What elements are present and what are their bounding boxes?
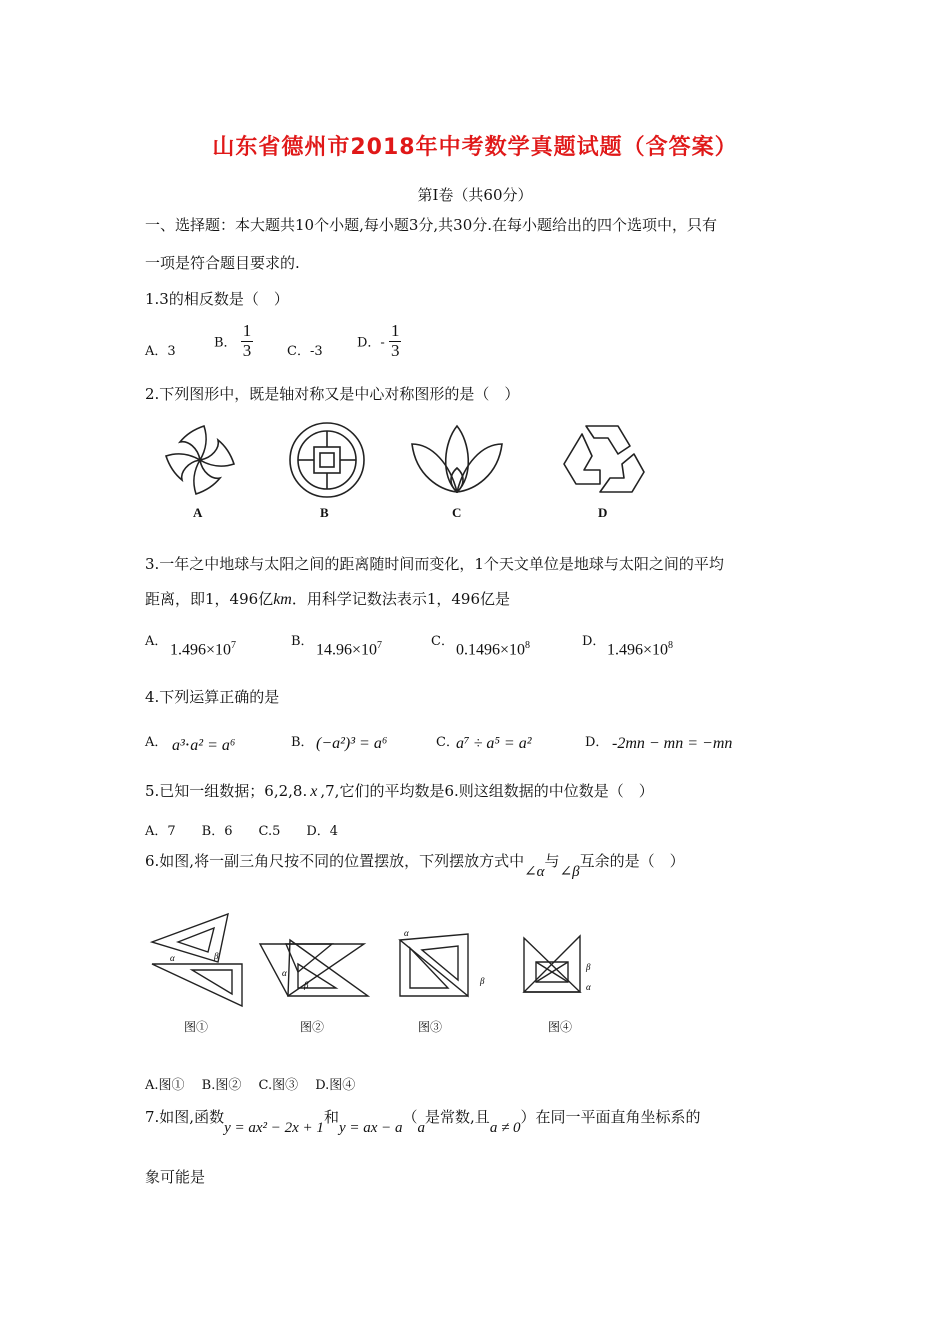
q3-c-exponent: 8 [525,640,531,651]
q4-option-a-expr: a³⋅a² = a⁶ [172,737,236,754]
q2-label-a: A [193,505,203,520]
q1-option-d-fraction [389,322,402,360]
q7-function-1: y = ax² − 2x + 1 [224,1120,324,1136]
q3-option-a-label: A． [145,634,168,649]
q6-figure-3 [392,922,496,1002]
q6-options: A.图① B.图② C.图③ D.图④ [145,1078,356,1093]
q6-fig2-alpha: α [282,968,287,978]
q3-d-exponent: 8 [668,640,674,651]
q6-stem-a: 6.如图,将一副三角尺按不同的位置摆放，下列摆放方式中 [145,852,525,870]
q4-option-c-label: C． [436,735,459,750]
q5-options: A．7 B．6 C.5 D．4 [145,824,339,839]
q6-angle-alpha: ∠α [524,864,545,880]
q3-option-d-value [607,640,673,659]
q5-stem-a: 5.已知一组数据；6,2,8. [145,782,308,800]
q6-fig-label-4: 图④ [548,1020,573,1034]
q1-d-denominator: 3 [390,340,400,360]
q6-figure-4 [520,932,610,996]
q4-option-b-label: B． [291,735,314,750]
q3-d-mantissa: 1.496×10 [607,641,669,659]
q3-option-c-label: C． [431,634,454,649]
q2-figure-c-lotus [410,424,504,494]
q3-line2 [145,592,510,608]
q6-fig1-alpha: α [170,953,175,963]
q1-option-b [214,322,253,360]
q3-option-b-value [316,640,382,659]
q2-figure-b-coin [287,420,367,500]
q3-option-d-label: D． [582,634,606,649]
q3-option-a-value [170,640,236,659]
q7-and: 和 [323,1108,339,1126]
q3-line2-text-a: 距离，即1，496亿 [145,590,274,608]
q5-stem-b: ,7,它们的平均数是6.则这组数据的中位数是（ ） [320,782,654,800]
q6-fig3-alpha: α [404,928,409,938]
q5-variable-x: x [310,783,318,800]
q6-stem-mid: 与 [544,852,560,870]
q4-option-a-label: A． [145,735,168,750]
volume-heading: 第Ⅰ卷（共60分） [417,186,533,204]
q7-paren-open: （ [402,1108,418,1126]
q6-fig2-beta: β [304,980,309,990]
q1-option-d [357,322,401,360]
q7-stem [145,1108,701,1136]
section-intro-line1: 一、选择题：本大题共10个小题,每小题3分,共30分.在每小题给出的四个选项中，只有 [145,216,718,234]
q3-unit: km [273,591,292,608]
q6-stem-b: 互余的是（ ） [579,852,685,870]
q6-fig1-beta: β [214,951,219,961]
q3-option-b-label: B． [291,634,314,649]
q4-option-d-label: D． [585,735,609,750]
q2-stem: 2.下列图形中，既是轴对称又是中心对称图形的是（ ） [145,385,520,403]
q3-a-exponent: 7 [231,640,237,651]
q7-stem-b: ）在同一平面直角坐标系的 [520,1108,701,1126]
q1-stem: 1.3的相反数是（ ） [145,290,289,308]
q3-b-exponent: 7 [377,640,383,651]
q4-stem: 4.下列运算正确的是 [145,688,280,706]
q1-option-b-label: B． [214,335,237,351]
q2-label-b: B [320,505,329,520]
q1-option-d-label: D．- [357,335,385,351]
q1-b-numerator: 1 [242,321,252,340]
q6-figure-1 [148,912,248,1008]
q6-fig-label-2: 图② [300,1020,325,1034]
q1-option-a: A．3 [145,344,176,359]
page-title: 山东省德州市2018年中考数学真题试题（含答案） [212,135,738,160]
q3-line2-text-b: ．用科学记数法表示1，496亿是 [291,590,511,608]
q6-fig-label-1: 图① [184,1020,209,1034]
q1-b-denominator: 3 [242,340,252,360]
q3-c-mantissa: 0.1496×10 [456,641,526,659]
q4-option-d-expr: -2mn − mn = −mn [612,735,733,752]
q1-option-c: C．-3 [287,344,323,359]
q6-stem [145,852,685,880]
q2-figure-a-pinwheel [158,418,242,502]
q7-stem-mid: 是常数,且 [425,1108,490,1126]
section-intro-line2: 一项是符合题目要求的. [145,254,300,272]
q6-fig4-beta: β [586,962,591,972]
q2-label-d: D [598,505,608,520]
q6-angle-beta: ∠β [559,864,580,880]
q7-function-2: y = ax − a [338,1120,403,1136]
q6-fig4-alpha: α [586,982,591,992]
q7-variable-a: a [417,1120,426,1136]
q4-option-c-expr: a⁷ ÷ a⁵ = a² [456,735,532,752]
q3-b-mantissa: 14.96×10 [316,641,378,659]
q7-stem-a: 7.如图,函数 [145,1108,225,1126]
q7-condition: a ≠ 0 [489,1120,521,1136]
q5-stem [145,784,654,800]
q3-option-c-value [456,640,530,659]
q1-option-b-fraction [241,322,254,360]
q1-d-numerator: 1 [390,321,400,340]
q4-option-b-expr: (−a²)³ = a⁶ [316,735,388,752]
q7-line2: 象可能是 [145,1168,206,1186]
q3-a-mantissa: 1.496×10 [170,641,232,659]
q2-label-c: C [452,505,462,520]
q6-figure-2 [258,938,370,1000]
q3-line1: 3.一年之中地球与太阳之间的距离随时间而变化，1个天文单位是地球与太阳之间的平均 [145,555,724,573]
q6-fig-label-3: 图③ [418,1020,443,1034]
q2-figure-d-recycle [560,424,646,496]
q6-fig3-beta: β [480,976,485,986]
